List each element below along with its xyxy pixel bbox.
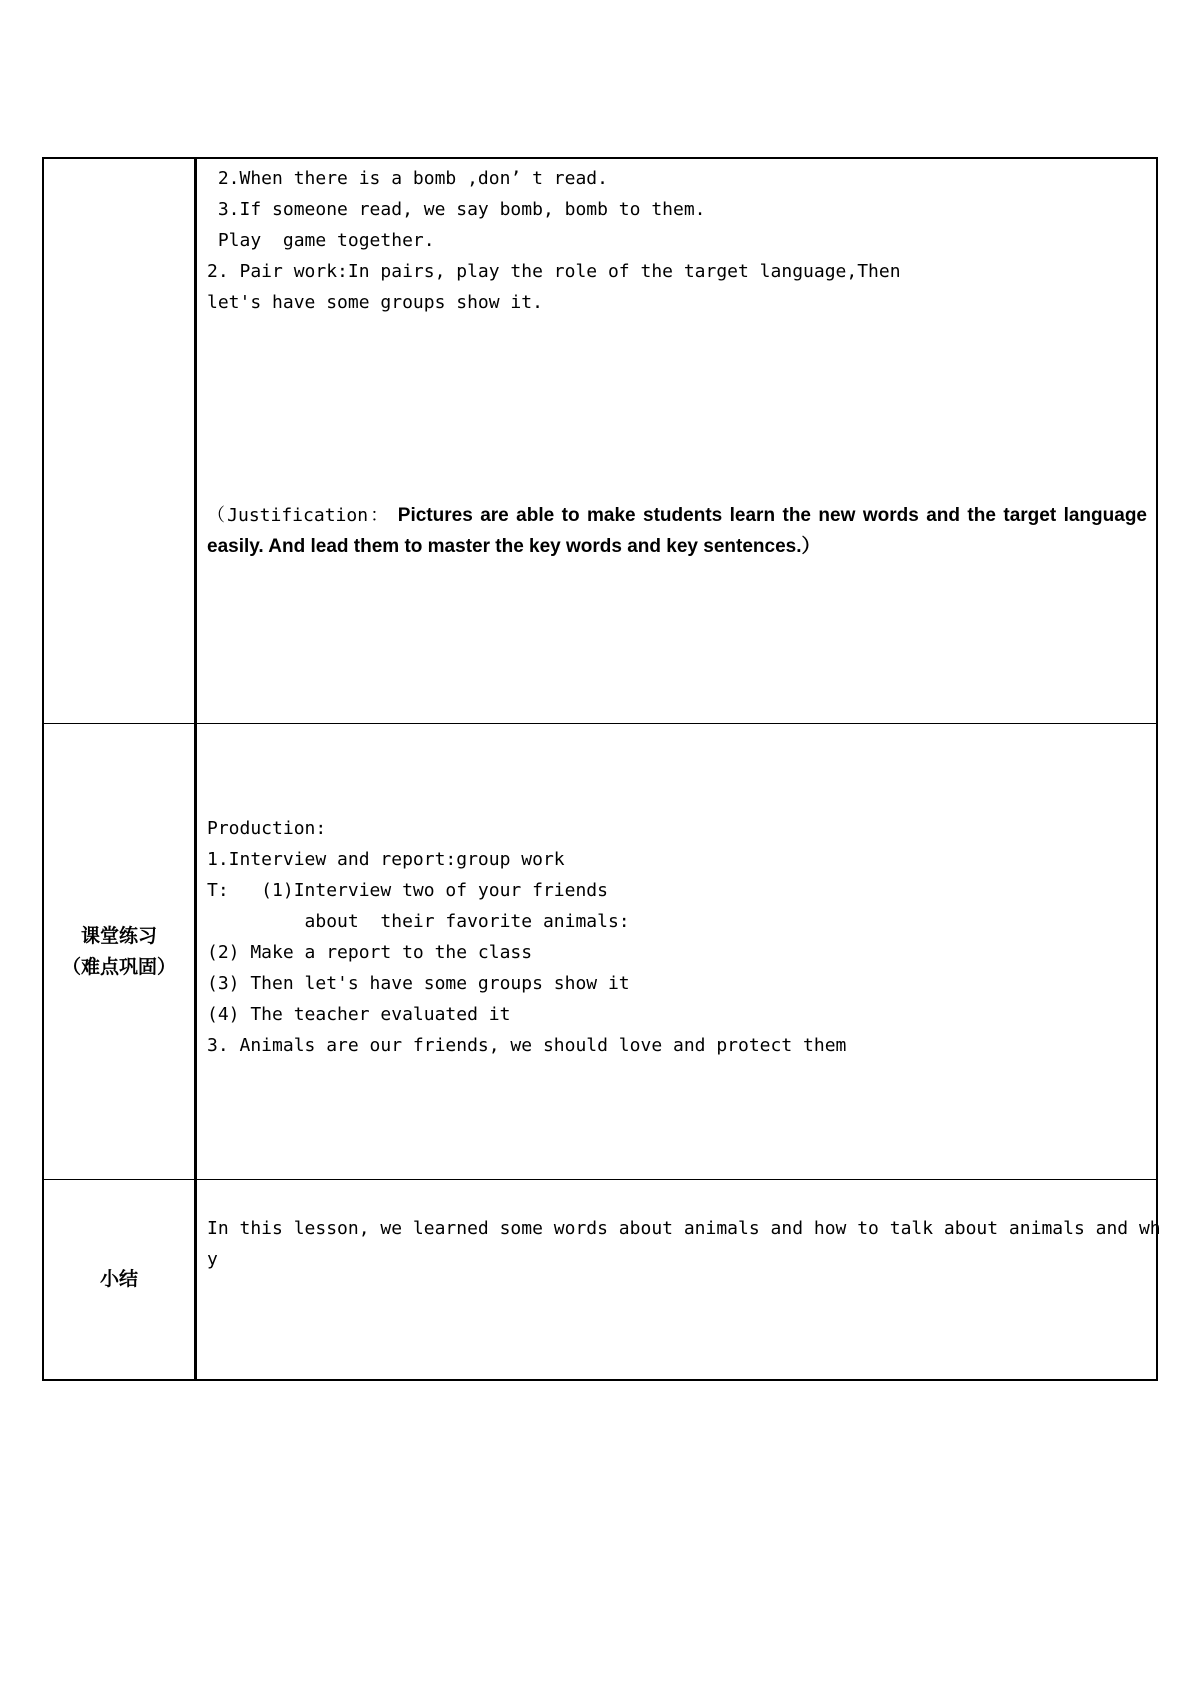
table-row xyxy=(44,159,1156,724)
table-row xyxy=(44,1180,1161,1379)
content-line: (2) Make a report to the class xyxy=(207,942,533,963)
row-label: 课堂练习 xyxy=(80,924,157,947)
content-line: about their favorite animals: xyxy=(207,911,630,932)
content-line: 3.If someone read, we say bomb, bomb to them. xyxy=(207,199,706,220)
justification-body: Pictures are able to make students learn the new words and the target language easily. And lead them to master the key words and key sentences.） xyxy=(207,505,1147,557)
content-line: Play game together. xyxy=(207,230,435,251)
content-line: let's have some groups show it. xyxy=(207,292,543,313)
row-label: 小结 xyxy=(99,1268,138,1290)
content-line: 3. Animals are our friends, we should love and protect them xyxy=(207,1035,847,1056)
row-content-cell xyxy=(197,159,1156,723)
content-line: T: (1)Interview two of your friends xyxy=(207,880,608,901)
row-label-cell xyxy=(44,159,197,723)
row-label-cell xyxy=(44,1180,197,1379)
lesson-plan-table xyxy=(42,157,1161,1381)
content-line: 2.When there is a bomb ,don’ t read. xyxy=(207,168,608,189)
content-line: Production: xyxy=(207,818,327,839)
content-line: y xyxy=(207,1249,218,1270)
content-line: 1.Interview and report:group work xyxy=(207,849,565,870)
row-label-sub: （难点巩固） xyxy=(61,955,176,978)
content-line: (3) Then let's have some groups show it xyxy=(207,973,630,994)
table-row xyxy=(44,724,1156,1180)
content-line: 2. Pair work:In pairs, play the role of the target language,Then xyxy=(207,261,901,282)
content-line: (4) The teacher evaluated it xyxy=(207,1004,511,1025)
row-content-cell xyxy=(197,1180,1161,1379)
justification-paragraph xyxy=(207,500,1147,562)
row-content-cell xyxy=(197,724,1156,1179)
row-label-cell xyxy=(44,724,197,1179)
justification-lead: （Justification： xyxy=(207,505,391,526)
content-line: In this lesson, we learned some words about animals and how to talk about animals and wh xyxy=(207,1218,1161,1239)
